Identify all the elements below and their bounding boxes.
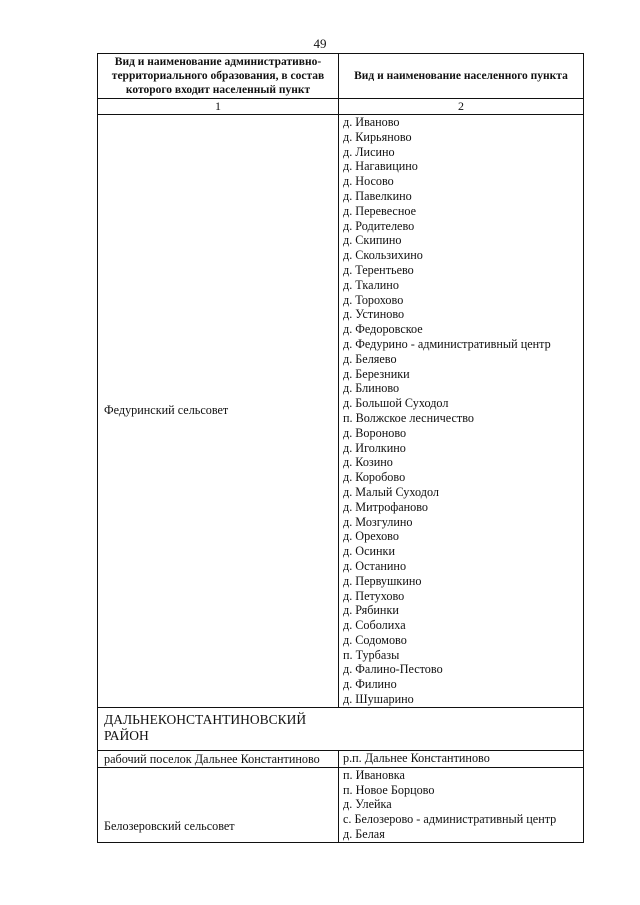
list-item: д. Коробово	[343, 470, 406, 485]
list-item: д. Большой Суходол	[343, 396, 449, 411]
list-item: д. Первушкино	[343, 573, 422, 588]
district-name: ДАЛЬНЕКОНСТАНТИНОВСКИЙ РАЙОН	[98, 707, 339, 750]
unit-cell-fedurino	[98, 115, 339, 708]
list-item: д. Блиново	[343, 381, 400, 396]
list-item: п. Новое Борцово	[343, 782, 435, 797]
localities-cell-dk-settlement	[339, 750, 584, 767]
list-item: д. Мозгулино	[343, 514, 413, 529]
table-row-belozerovo	[98, 767, 584, 842]
list-item: д. Вороново	[343, 425, 407, 440]
unit-name: рабочий поселок Дальнее Константиново	[104, 751, 320, 766]
list-item: д. Скользихино	[343, 248, 423, 263]
list-item: д. Федоровское	[343, 322, 423, 337]
list-item: д. Павелкино	[343, 188, 412, 203]
table-row-fedurino	[98, 115, 584, 708]
list-item: д. Беляево	[343, 351, 397, 366]
column-header-locality: Вид и наименование населенного пункта	[339, 54, 584, 99]
list-item: п. Турбазы	[343, 647, 400, 662]
list-item: д. Улейка	[343, 797, 392, 812]
list-item: п. Волжское лесничество	[343, 410, 474, 425]
list-item: д. Иваново	[343, 115, 400, 129]
list-item: д. Устиново	[343, 307, 405, 322]
district-empty-cell	[339, 707, 584, 750]
list-item: д. Митрофаново	[343, 499, 429, 514]
column-number-1: 1	[98, 99, 339, 115]
list-item: д. Шушарино	[343, 692, 414, 707]
list-item: д. Скипино	[343, 233, 402, 248]
list-item: д. Орехово	[343, 529, 399, 544]
unit-cell-dk-settlement	[98, 750, 339, 767]
unit-name: Федуринский сельсовет	[104, 403, 229, 418]
list-item: д. Осинки	[343, 544, 395, 559]
list-item: д. Содомово	[343, 632, 407, 647]
settlements-table	[97, 53, 584, 843]
list-item: д. Березники	[343, 366, 410, 381]
table-header-row	[98, 54, 584, 99]
list-item: п. Ивановка	[343, 767, 405, 782]
list-item: д. Иголкино	[343, 440, 406, 455]
list-item: д. Фалино-Пестово	[343, 662, 443, 677]
list-item: д. Родителево	[343, 218, 415, 233]
list-item: д. Козино	[343, 455, 393, 470]
list-item: д. Кирьяново	[343, 129, 412, 144]
district-row	[98, 707, 584, 750]
localities-cell-belozerovo	[339, 767, 584, 842]
locality-list	[339, 751, 583, 766]
list-item: д. Перевесное	[343, 203, 416, 218]
list-item: д. Петухово	[343, 588, 405, 603]
list-item: д. Лисино	[343, 144, 395, 159]
list-item: д. Торохово	[343, 292, 404, 307]
page-number: 49	[313, 36, 327, 51]
list-item: д. Терентьево	[343, 262, 414, 277]
locality-list	[339, 768, 583, 842]
list-item: д. Белая	[343, 827, 385, 842]
column-header-unit: Вид и наименование административно-территориального образования, в состав которого входит населенный пункт	[98, 54, 339, 99]
list-item: д. Соболиха	[343, 618, 406, 633]
list-item: д. Малый Суходол	[343, 484, 439, 499]
list-item: д. Носово	[343, 174, 394, 189]
list-item: д. Рябинки	[343, 603, 399, 618]
column-number-2: 2	[339, 99, 584, 115]
column-number-row	[98, 99, 584, 115]
list-item: д. Нагавицино	[343, 159, 418, 174]
unit-cell-belozerovo	[98, 767, 339, 842]
list-item: д. Останино	[343, 558, 407, 573]
unit-name: Белозеровский сельсовет	[104, 819, 235, 834]
list-item: д. Ткалино	[343, 277, 399, 292]
localities-cell-fedurino	[339, 115, 584, 708]
list-item: р.п. Дальнее Константиново	[343, 750, 490, 765]
table-row-dk-settlement	[98, 750, 584, 767]
list-item: с. Белозерово - административный центр	[343, 812, 557, 827]
locality-list	[339, 115, 583, 707]
list-item: д. Филино	[343, 677, 397, 692]
list-item: д. Федурино - административный центр	[343, 336, 551, 351]
